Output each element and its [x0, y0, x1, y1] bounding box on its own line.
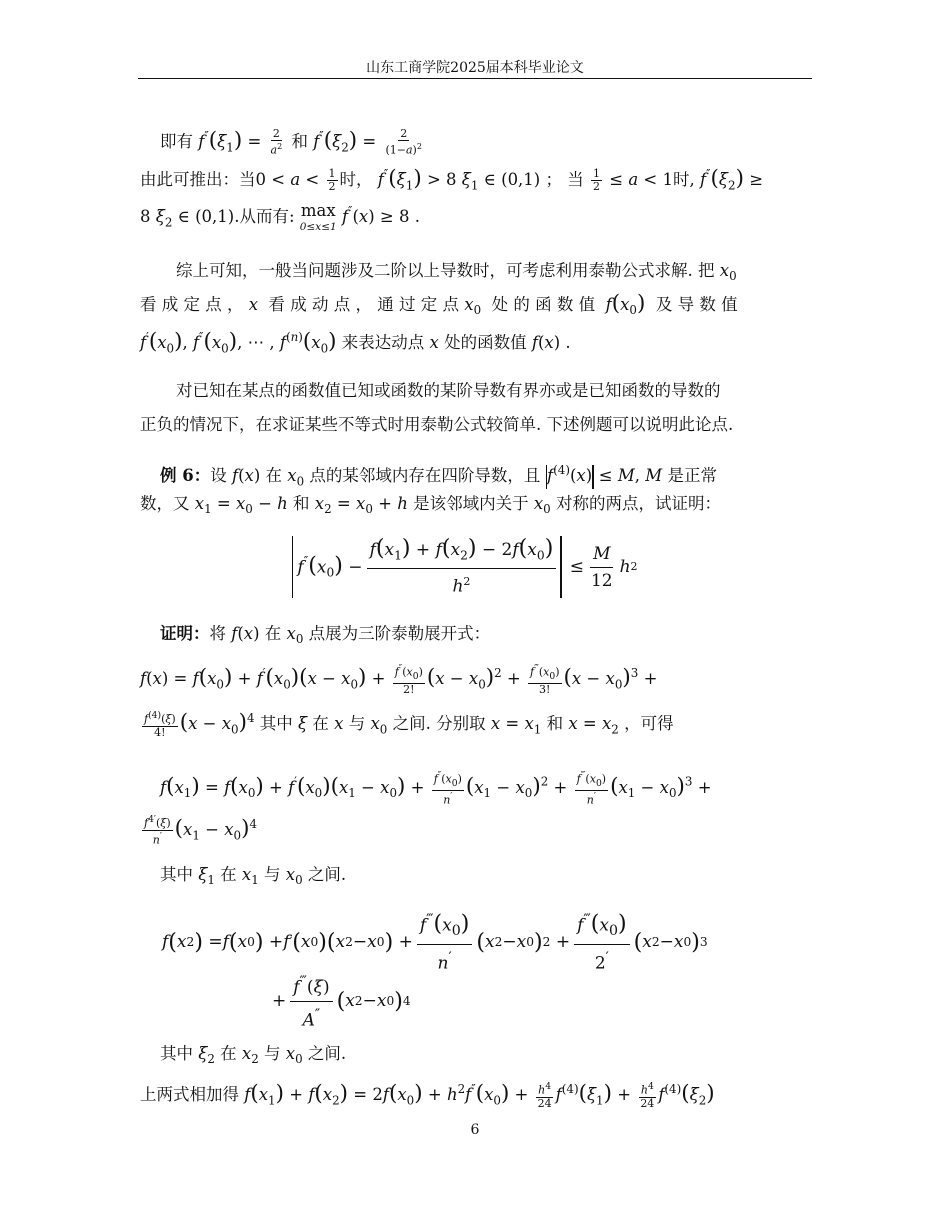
f-x2-expansion-line2: + $\frac{f^‴(\xi)}{A''}$ ( x 2 − x 0 ) 4 [272, 975, 411, 1027]
where-xi1-line: 其中 $\xi_1$ 在 $x_1$ 与 $x_0$ 之间. [160, 865, 347, 888]
para1-line1: 综上可知，一般当问题涉及二阶以上导数时，可考虑利用泰勒公式求解. 把 $x_0$ [176, 261, 737, 284]
proof-line1: 证明：将 f(x) 在 $x_0$ 点展为三阶泰勒展开式： [160, 624, 491, 647]
para2-line1: 对已知在某点的函数值已知或函数的某阶导数有界亦或是已知函数的导数的 [176, 381, 721, 400]
para2-line2: 正负的情况下，在求证某些不等式时用泰勒公式较简单. 下述例题可以说明此论点. [140, 415, 734, 434]
running-header: 山东工商学院2025届本科毕业论文 [366, 60, 584, 76]
f-x1-expansion-line2: $\frac{f^{4'}(\xi)}{n'}$ $(x_1 - x_0)^4$ [144, 814, 258, 847]
proof-label: 证明： [160, 624, 210, 643]
header-rule [138, 78, 812, 79]
page-number: 6 [470, 1122, 480, 1138]
para1-line2: 看 成 定 点 ， x 看 成 动 点 ， 通 过 定 点 $x_0$ 处 的 函 数 值 $f(x_0)$ 及 导 数 值 [140, 291, 738, 318]
example-6-line1: 例 6：设 f(x) 在 $x_0$ 点的某邻域内存在四阶导数，且 $f^{(4)}(x) \le M$, M 是正常 [160, 463, 717, 489]
formula-line-2: 由此可推出：当0 < a < $\frac{1}{2}$ 时， $f''(\xi_1) > 8$ $\xi_1$ ∈ (0,1) ； 当 $\frac{1}{2}$ ≤ a < 1时, $f''(\xi_2)$ ≥ [140, 166, 764, 194]
where-xi2-line: 其中 $\xi_2$ 在 $x_2$ 与 $x_0$ 之间. [160, 1044, 347, 1067]
f-x1-expansion-line1: $f(x_1) = f(x_0) + f'(x_0)(x_1 - x_0)$ + $\frac{f''(x_0)}{n'}$ $(x_1 - x_0)^2$ + $\frac{f^‴(x_0)}{n'}$ $(x_1 - x_0)^3$ + [160, 770, 712, 807]
display-inequality: $f''(x_0)$ − $\frac{f(x_1) + f(x_2) - 2f(x_0)}{h^2}$ ≤ $\frac{M}{12}$ h 2 [292, 535, 638, 599]
example-label: 例 6： [160, 466, 211, 486]
text-he: 和 [291, 132, 308, 152]
example-6-line2: 数，又 $x_1 = x_0 - h$ 和 $x_2 = x_0 + h$ 是该邻域内关于 $x_0$ 对称的两点，试证明： [140, 494, 721, 517]
taylor-expansion-line1: $f(x) = f(x_0) + f'(x_0)(x - x_0)$ + $\frac{f''(x_0)}{2!}$ $(x - x_0)^2$ + $\frac{f^‴(x_0)}{3!}$ $(x - x_0)^3$ + [140, 663, 658, 697]
sum-line: 上两式相加得 $f(x_1) + f(x_2) = 2f(x_0) + h^2f''(x_0)$ + $\frac{h^4}{24}$ $f^{(4)}(\xi_1)$ + $\frac{h^4}{24}$ $f^{(4)}(\xi_2)$ [140, 1081, 715, 1110]
text-ji-you: 即有 [160, 132, 193, 152]
formula-line-1: 即有 $f''(\xi_1)$ = $\frac{2}{a^2}$ 和 $f''(\xi_2)$ = $\frac{2}{(1-a)^2}$ [160, 127, 422, 157]
formula-line-3: 8 $\xi_2$ ∈ (0,1).从而有: max 0≤x≤1 f″(x) ≥ 8 . [140, 201, 420, 233]
para1-line3: $f'(x_0)$, $f''(x_0)$, ⋯ , $f^{(n)}(x_0)$ 来表达动点 x 处的函数值 f(x) . [140, 329, 571, 356]
f-x2-expansion-line1: f ( x 2 ) = f ( x 0 ) + f ′ ( x 0 ) ( x 2 − x 0 ) + $\frac{f^‴(x_0)}{n'}$ ( x 2 − x 0 ) 2 + $\frac{f^‴(x_0)}{2'}$ ( x 2 − x 0 ) 3 [162, 910, 708, 974]
taylor-expansion-line2: $\frac{f^{(4)}(\xi)}{4!}$ $(x - x_0)^4$ 其中 ξ 在 x 与 $x_0$ 之间. 分别取 $x = x_1$ 和 $x = x_2$ ，可得 [144, 710, 674, 739]
